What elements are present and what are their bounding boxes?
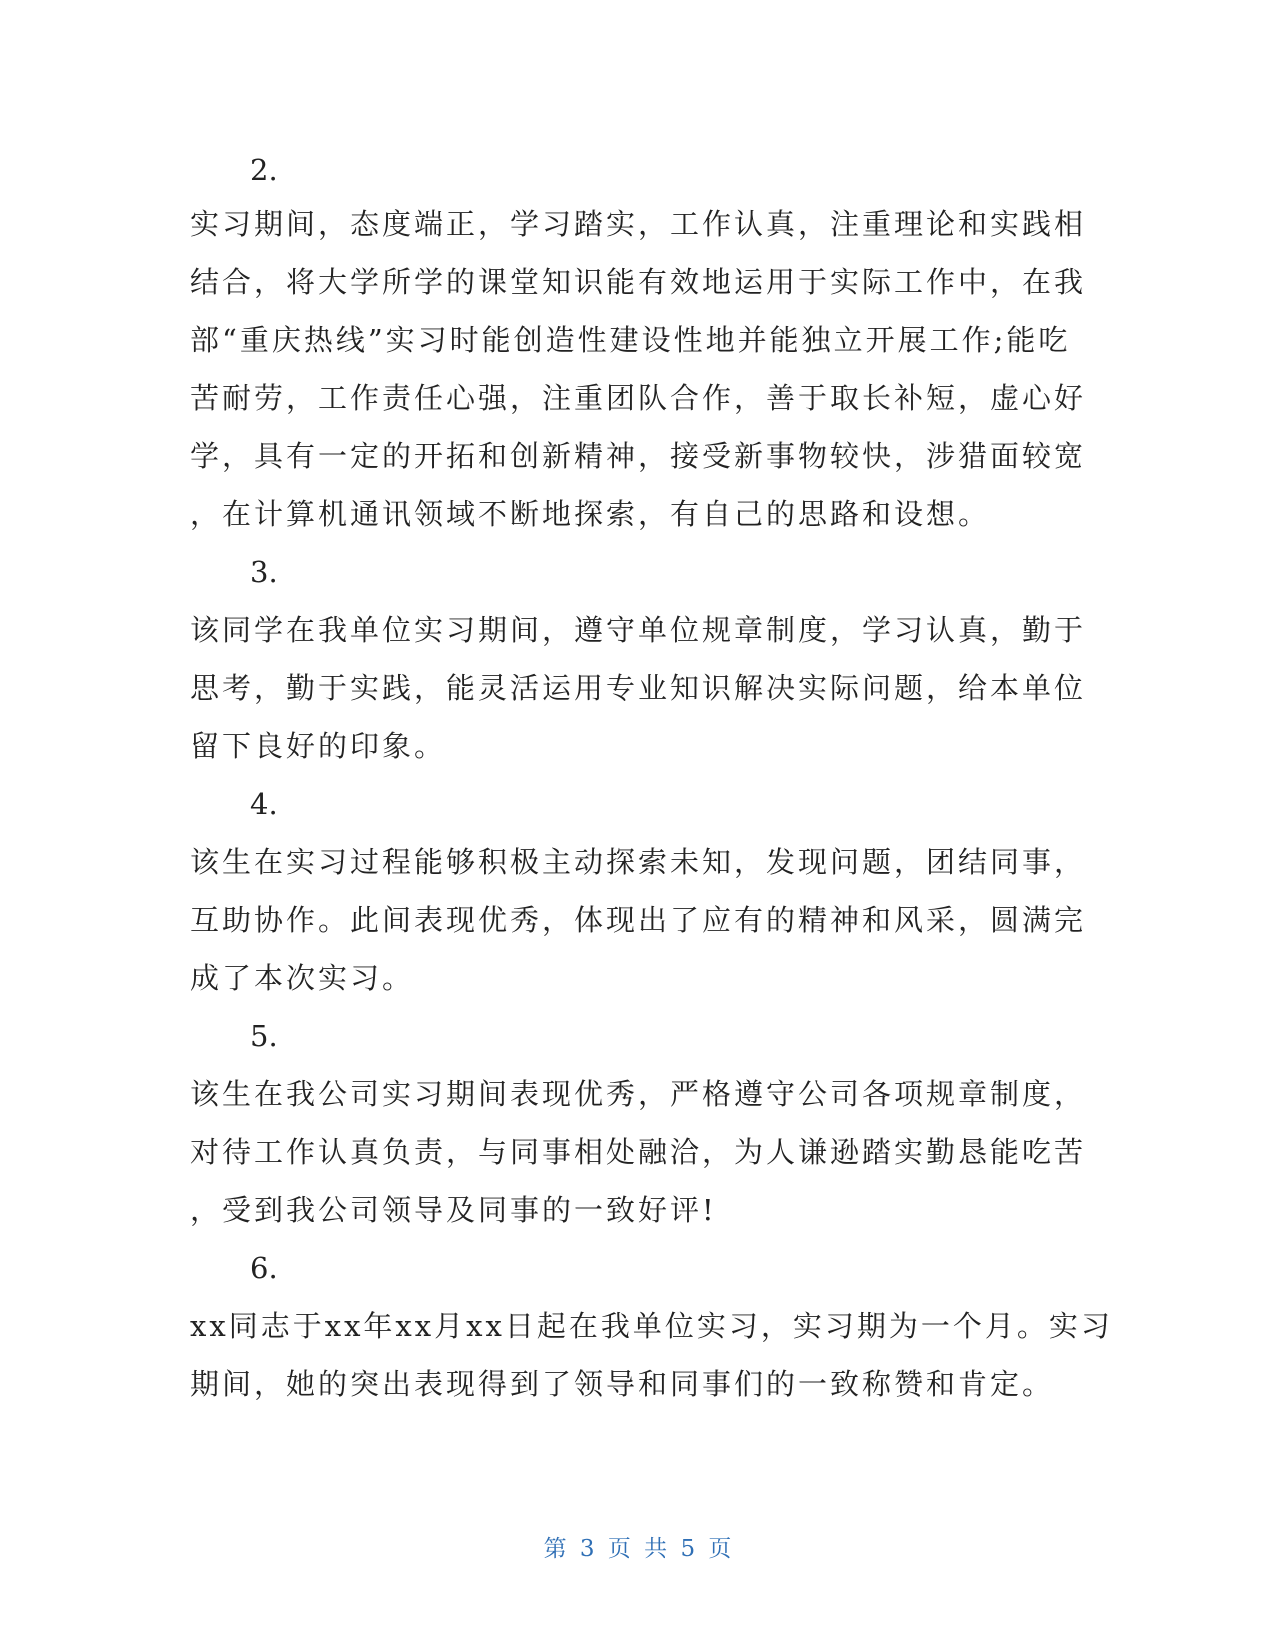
paragraph-line: 学，具有一定的开拓和创新精神，接受新事物较快，涉猎面较宽 bbox=[190, 439, 1087, 473]
paragraph-line: 结合，将大学所学的课堂知识能有效地运用于实际工作中，在我 bbox=[190, 265, 1087, 299]
section-number: 5. bbox=[250, 1019, 278, 1053]
paragraph-line: xx同志于xx年xx月xx日起在我单位实习，实习期为一个月。实习 bbox=[190, 1309, 1113, 1343]
section-number: 6. bbox=[250, 1251, 278, 1285]
paragraph-line: 留下良好的印象。 bbox=[190, 729, 447, 763]
paragraph-line: ，受到我公司领导及同事的一致好评! bbox=[190, 1193, 717, 1227]
paragraph-line: 期间，她的突出表现得到了领导和同事们的一致称赞和肯定。 bbox=[190, 1367, 1055, 1401]
page-number-footer: 第 3 页 共 5 页 bbox=[543, 1536, 732, 1562]
section-number: 3. bbox=[250, 555, 278, 589]
section-number: 4. bbox=[250, 787, 278, 821]
section-number: 2. bbox=[250, 153, 278, 187]
paragraph-line: 部“重庆热线”实习时能创造性建设性地并能独立开展工作;能吃 bbox=[190, 323, 1071, 357]
paragraph-line: 该同学在我单位实习期间，遵守单位规章制度，学习认真，勤于 bbox=[190, 613, 1087, 647]
paragraph-line: 苦耐劳，工作责任心强，注重团队合作，善于取长补短，虚心好 bbox=[190, 381, 1087, 415]
paragraph-line: ，在计算机通讯领域不断地探索，有自己的思路和设想。 bbox=[190, 497, 991, 531]
paragraph-line: 该生在我公司实习期间表现优秀，严格遵守公司各项规章制度， bbox=[190, 1077, 1087, 1111]
paragraph-line: 实习期间，态度端正，学习踏实，工作认真，注重理论和实践相 bbox=[190, 207, 1087, 241]
paragraph-line: 对待工作认真负责，与同事相处融洽，为人谦逊踏实勤恳能吃苦 bbox=[190, 1135, 1087, 1169]
paragraph-line: 成了本次实习。 bbox=[190, 961, 415, 995]
paragraph-line: 互助协作。此间表现优秀，体现出了应有的精神和风采，圆满完 bbox=[190, 903, 1087, 937]
paragraph-line: 思考，勤于实践，能灵活运用专业知识解决实际问题，给本单位 bbox=[190, 671, 1087, 705]
paragraph-line: 该生在实习过程能够积极主动探索未知，发现问题，团结同事， bbox=[190, 845, 1087, 879]
